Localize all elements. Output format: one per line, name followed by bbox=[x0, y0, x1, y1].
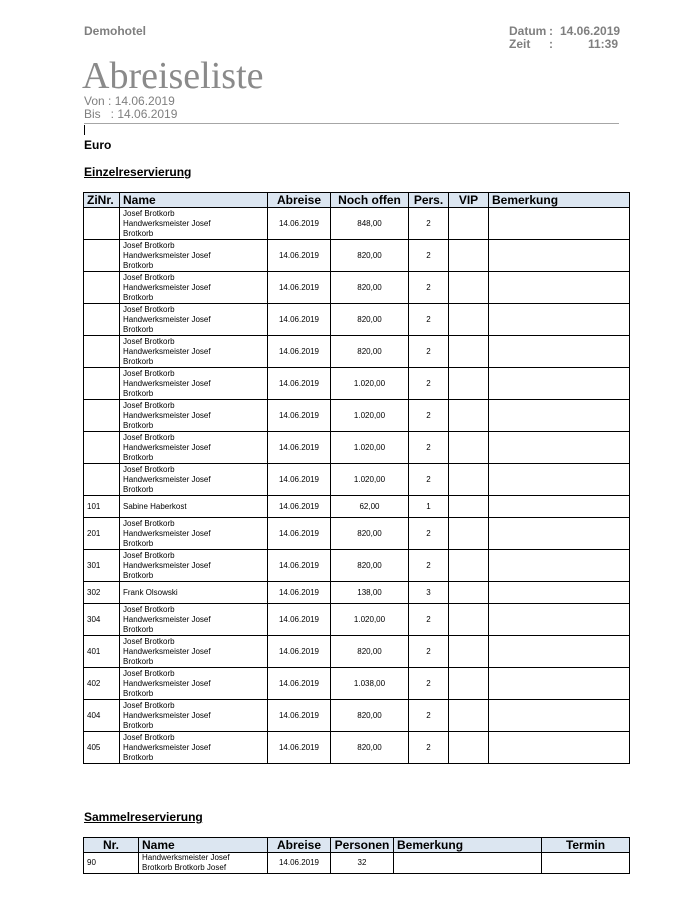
time-value: 11:39 bbox=[587, 37, 618, 51]
time-label: Zeit bbox=[509, 37, 531, 51]
guest-name-line: Josef Brotkorb bbox=[123, 304, 175, 314]
col-vip: VIP bbox=[449, 193, 489, 208]
person-count: 2 bbox=[409, 550, 449, 582]
room-number: 101 bbox=[84, 496, 120, 518]
remark bbox=[489, 400, 630, 432]
guest-name-line: Brotkorb bbox=[123, 656, 154, 666]
open-amount: 1.020,00 bbox=[331, 400, 409, 432]
vip-flag bbox=[449, 732, 489, 764]
date-time-values bbox=[560, 24, 621, 51]
remark bbox=[489, 700, 630, 732]
person-count: 2 bbox=[409, 432, 449, 464]
vip-flag bbox=[449, 400, 489, 432]
guest-name bbox=[120, 368, 268, 400]
person-count: 3 bbox=[409, 582, 449, 604]
guest-name bbox=[120, 518, 268, 550]
guest-name-line: Brotkorb bbox=[123, 720, 154, 730]
vip-flag bbox=[449, 668, 489, 700]
date-label: Datum bbox=[509, 24, 547, 38]
open-amount: 820,00 bbox=[331, 240, 409, 272]
departure-date: 14.06.2019 bbox=[268, 604, 331, 636]
single-reservation-table bbox=[83, 192, 630, 764]
open-amount: 820,00 bbox=[331, 636, 409, 668]
remark bbox=[489, 518, 630, 550]
departure-date: 14.06.2019 bbox=[268, 432, 331, 464]
date-value: 14.06.2019 bbox=[560, 24, 621, 38]
open-amount: 820,00 bbox=[331, 304, 409, 336]
date-range bbox=[84, 95, 177, 121]
departure-date: 14.06.2019 bbox=[268, 336, 331, 368]
vip-flag bbox=[449, 208, 489, 240]
room-number bbox=[84, 368, 120, 400]
open-amount: 820,00 bbox=[331, 700, 409, 732]
person-count: 2 bbox=[409, 518, 449, 550]
guest-name-line: Handwerksmeister Josef bbox=[123, 218, 211, 228]
vip-flag bbox=[449, 272, 489, 304]
remark bbox=[489, 240, 630, 272]
guest-name-line: Brotkorb bbox=[123, 260, 154, 270]
remark bbox=[489, 464, 630, 496]
guest-name-line: Brotkorb bbox=[123, 752, 154, 762]
guest-name-line: Josef Brotkorb bbox=[123, 336, 175, 346]
guest-name bbox=[120, 604, 268, 636]
open-amount: 820,00 bbox=[331, 732, 409, 764]
room-number bbox=[84, 400, 120, 432]
open-amount: 820,00 bbox=[331, 518, 409, 550]
guest-name-line: Handwerksmeister Josef bbox=[123, 410, 211, 420]
table-row bbox=[84, 732, 630, 764]
date-time-separators bbox=[549, 25, 553, 51]
open-amount: 1.020,00 bbox=[331, 432, 409, 464]
open-amount: 1.038,00 bbox=[331, 668, 409, 700]
open-amount: 820,00 bbox=[331, 336, 409, 368]
open-amount: 62,00 bbox=[331, 496, 409, 518]
guest-name-line: Josef Brotkorb bbox=[123, 240, 175, 250]
person-count: 2 bbox=[409, 700, 449, 732]
col-group-remark: Bemerkung bbox=[394, 838, 542, 853]
table-row bbox=[84, 668, 630, 700]
open-amount: 820,00 bbox=[331, 272, 409, 304]
col-open-amount: Noch offen bbox=[331, 193, 409, 208]
hotel-name: Demohotel bbox=[84, 24, 147, 38]
departure-date: 14.06.2019 bbox=[268, 496, 331, 518]
person-count: 2 bbox=[409, 240, 449, 272]
guest-name-line: Josef Brotkorb bbox=[123, 550, 175, 560]
departure-date: 14.06.2019 bbox=[268, 668, 331, 700]
table-row bbox=[84, 604, 630, 636]
person-count: 2 bbox=[409, 732, 449, 764]
col-group-persons: Personen bbox=[331, 838, 394, 853]
room-number: 302 bbox=[84, 582, 120, 604]
guest-name-line: Josef Brotkorb bbox=[123, 518, 175, 528]
guest-name-line: Brotkorb bbox=[123, 624, 154, 634]
guest-name-line: Brotkorb Brotkorb Josef bbox=[142, 863, 227, 872]
person-count: 2 bbox=[409, 636, 449, 668]
guest-name-line: Handwerksmeister Josef bbox=[123, 346, 211, 356]
open-amount: 138,00 bbox=[331, 582, 409, 604]
vip-flag bbox=[449, 636, 489, 668]
guest-name-line: Handwerksmeister Josef bbox=[123, 474, 211, 484]
group-reservation-heading: Sammelreservierung bbox=[84, 810, 203, 824]
departure-date: 14.06.2019 bbox=[268, 272, 331, 304]
guest-name-line: Handwerksmeister Josef bbox=[123, 442, 211, 452]
guest-name-line: Josef Brotkorb bbox=[123, 732, 175, 742]
remark bbox=[489, 496, 630, 518]
vip-flag bbox=[449, 604, 489, 636]
guest-name-line: Brotkorb bbox=[123, 388, 154, 398]
guest-name-line: Handwerksmeister Josef bbox=[142, 853, 230, 862]
person-count: 2 bbox=[409, 208, 449, 240]
remark bbox=[489, 668, 630, 700]
remark bbox=[489, 304, 630, 336]
person-count: 2 bbox=[409, 668, 449, 700]
person-count: 2 bbox=[409, 464, 449, 496]
guest-name bbox=[120, 636, 268, 668]
room-number: 201 bbox=[84, 518, 120, 550]
guest-name-line: Handwerksmeister Josef bbox=[123, 378, 211, 388]
room-number bbox=[84, 272, 120, 304]
guest-name bbox=[120, 208, 268, 240]
header-divider bbox=[84, 123, 619, 124]
room-number bbox=[84, 208, 120, 240]
guest-name-line: Handwerksmeister Josef bbox=[123, 314, 211, 324]
date-separator: : bbox=[549, 24, 553, 38]
room-number bbox=[84, 432, 120, 464]
person-count: 2 bbox=[409, 400, 449, 432]
person-count: 2 bbox=[409, 604, 449, 636]
guest-name-line: Josef Brotkorb bbox=[123, 464, 175, 474]
guest-name-line: Handwerksmeister Josef bbox=[123, 710, 211, 720]
room-number: 301 bbox=[84, 550, 120, 582]
room-number bbox=[84, 240, 120, 272]
table-row bbox=[84, 400, 630, 432]
guest-name-line: Brotkorb bbox=[123, 356, 154, 366]
departure-date: 14.06.2019 bbox=[268, 304, 331, 336]
guest-name-line: Josef Brotkorb bbox=[123, 636, 175, 646]
col-persons: Pers. bbox=[409, 193, 449, 208]
departure-date: 14.06.2019 bbox=[268, 240, 331, 272]
room-number bbox=[84, 304, 120, 336]
guest-name-line: Josef Brotkorb bbox=[123, 400, 175, 410]
person-count: 32 bbox=[331, 853, 394, 874]
table-row bbox=[84, 853, 630, 874]
remark bbox=[489, 732, 630, 764]
guest-name-line: Handwerksmeister Josef bbox=[123, 560, 211, 570]
room-number: 405 bbox=[84, 732, 120, 764]
open-amount: 1.020,00 bbox=[331, 604, 409, 636]
remark bbox=[489, 368, 630, 400]
person-count: 2 bbox=[409, 272, 449, 304]
single-table-header bbox=[84, 193, 630, 208]
remark bbox=[489, 582, 630, 604]
person-count: 2 bbox=[409, 304, 449, 336]
guest-name-line: Josef Brotkorb bbox=[123, 604, 175, 614]
guest-name bbox=[120, 550, 268, 582]
remark bbox=[489, 636, 630, 668]
remark bbox=[489, 604, 630, 636]
vip-flag bbox=[449, 550, 489, 582]
group-table-header bbox=[84, 838, 630, 853]
open-amount: 1.020,00 bbox=[331, 368, 409, 400]
open-amount: 820,00 bbox=[331, 550, 409, 582]
open-amount: 1.020,00 bbox=[331, 464, 409, 496]
table-row bbox=[84, 240, 630, 272]
guest-name-line: Brotkorb bbox=[123, 538, 154, 548]
guest-name-line: Josef Brotkorb bbox=[123, 700, 175, 710]
remark bbox=[489, 432, 630, 464]
room-number: 404 bbox=[84, 700, 120, 732]
departure-date: 14.06.2019 bbox=[268, 400, 331, 432]
col-remark: Bemerkung bbox=[489, 193, 630, 208]
page-title: Abreiseliste bbox=[82, 55, 264, 97]
table-row bbox=[84, 464, 630, 496]
guest-name-line: Handwerksmeister Josef bbox=[123, 678, 211, 688]
guest-name-line: Handwerksmeister Josef bbox=[123, 282, 211, 292]
guest-name-line: Handwerksmeister Josef bbox=[123, 614, 211, 624]
departure-date: 14.06.2019 bbox=[268, 700, 331, 732]
guest-name-line: Brotkorb bbox=[123, 484, 154, 494]
room-number bbox=[84, 336, 120, 368]
guest-name-line: Brotkorb bbox=[123, 420, 154, 430]
departure-date: 14.06.2019 bbox=[268, 518, 331, 550]
range-from: Von : 14.06.2019 bbox=[84, 94, 175, 108]
room-number: 304 bbox=[84, 604, 120, 636]
table-row bbox=[84, 208, 630, 240]
guest-name bbox=[120, 700, 268, 732]
table-row bbox=[84, 432, 630, 464]
vip-flag bbox=[449, 240, 489, 272]
table-row bbox=[84, 304, 630, 336]
room-number: 401 bbox=[84, 636, 120, 668]
guest-name bbox=[120, 464, 268, 496]
remark bbox=[489, 550, 630, 582]
remark bbox=[394, 853, 542, 874]
col-group-name: Name bbox=[139, 838, 268, 853]
remark bbox=[489, 336, 630, 368]
table-row bbox=[84, 582, 630, 604]
guest-name-line: Josef Brotkorb bbox=[123, 208, 175, 218]
table-row bbox=[84, 550, 630, 582]
guest-name bbox=[120, 240, 268, 272]
open-amount: 848,00 bbox=[331, 208, 409, 240]
guest-name bbox=[120, 272, 268, 304]
guest-name-line: Frank Olsowski bbox=[123, 587, 178, 597]
vip-flag bbox=[449, 582, 489, 604]
table-row bbox=[84, 518, 630, 550]
departure-date: 14.06.2019 bbox=[268, 464, 331, 496]
col-group-date: Termin bbox=[542, 838, 630, 853]
guest-name bbox=[139, 853, 268, 874]
guest-name bbox=[120, 582, 268, 604]
table-row bbox=[84, 700, 630, 732]
guest-name-line: Handwerksmeister Josef bbox=[123, 646, 211, 656]
departure-date: 14.06.2019 bbox=[268, 636, 331, 668]
col-group-departure: Abreise bbox=[268, 838, 331, 853]
person-count: 1 bbox=[409, 496, 449, 518]
person-count: 2 bbox=[409, 336, 449, 368]
guest-name bbox=[120, 496, 268, 518]
text-cursor bbox=[84, 125, 85, 135]
table-row bbox=[84, 636, 630, 668]
departure-date: 14.06.2019 bbox=[268, 368, 331, 400]
table-row bbox=[84, 368, 630, 400]
remark bbox=[489, 272, 630, 304]
vip-flag bbox=[449, 336, 489, 368]
guest-name-line: Brotkorb bbox=[123, 292, 154, 302]
guest-name bbox=[120, 304, 268, 336]
col-group-number: Nr. bbox=[84, 838, 139, 853]
vip-flag bbox=[449, 496, 489, 518]
remark bbox=[489, 208, 630, 240]
single-reservation-heading: Einzelreservierung bbox=[84, 165, 192, 179]
table-row bbox=[84, 272, 630, 304]
col-name: Name bbox=[120, 193, 268, 208]
guest-name-line: Brotkorb bbox=[123, 570, 154, 580]
date-time-labels bbox=[509, 25, 546, 51]
vip-flag bbox=[449, 432, 489, 464]
guest-name-line: Brotkorb bbox=[123, 452, 154, 462]
guest-name-line: Josef Brotkorb bbox=[123, 432, 175, 442]
vip-flag bbox=[449, 304, 489, 336]
guest-name-line: Josef Brotkorb bbox=[123, 368, 175, 378]
currency-label: Euro bbox=[84, 138, 112, 152]
group-number: 90 bbox=[84, 853, 139, 874]
room-number: 402 bbox=[84, 668, 120, 700]
vip-flag bbox=[449, 464, 489, 496]
col-room-number: ZiNr. bbox=[84, 193, 120, 208]
guest-name-line: Sabine Haberkost bbox=[123, 501, 187, 511]
guest-name-line: Handwerksmeister Josef bbox=[123, 742, 211, 752]
table-row bbox=[84, 336, 630, 368]
guest-name-line: Handwerksmeister Josef bbox=[123, 528, 211, 538]
time-separator: : bbox=[549, 37, 553, 51]
departure-date: 14.06.2019 bbox=[268, 208, 331, 240]
vip-flag bbox=[449, 518, 489, 550]
guest-name bbox=[120, 668, 268, 700]
guest-name-line: Brotkorb bbox=[123, 228, 154, 238]
vip-flag bbox=[449, 700, 489, 732]
vip-flag bbox=[449, 368, 489, 400]
departure-date: 14.06.2019 bbox=[268, 732, 331, 764]
guest-name-line: Handwerksmeister Josef bbox=[123, 250, 211, 260]
room-number bbox=[84, 464, 120, 496]
departure-date: 14.06.2019 bbox=[268, 582, 331, 604]
guest-name bbox=[120, 400, 268, 432]
table-row bbox=[84, 496, 630, 518]
group-reservation-table bbox=[83, 837, 630, 874]
col-departure: Abreise bbox=[268, 193, 331, 208]
guest-name-line: Brotkorb bbox=[123, 324, 154, 334]
guest-name bbox=[120, 732, 268, 764]
departure-date: 14.06.2019 bbox=[268, 550, 331, 582]
guest-name-line: Brotkorb bbox=[123, 688, 154, 698]
person-count: 2 bbox=[409, 368, 449, 400]
range-to: Bis : 14.06.2019 bbox=[84, 107, 178, 121]
departure-date: 14.06.2019 bbox=[268, 853, 331, 874]
guest-name-line: Josef Brotkorb bbox=[123, 272, 175, 282]
guest-name bbox=[120, 432, 268, 464]
guest-name bbox=[120, 336, 268, 368]
appointment-date bbox=[542, 853, 630, 874]
guest-name-line: Josef Brotkorb bbox=[123, 668, 175, 678]
